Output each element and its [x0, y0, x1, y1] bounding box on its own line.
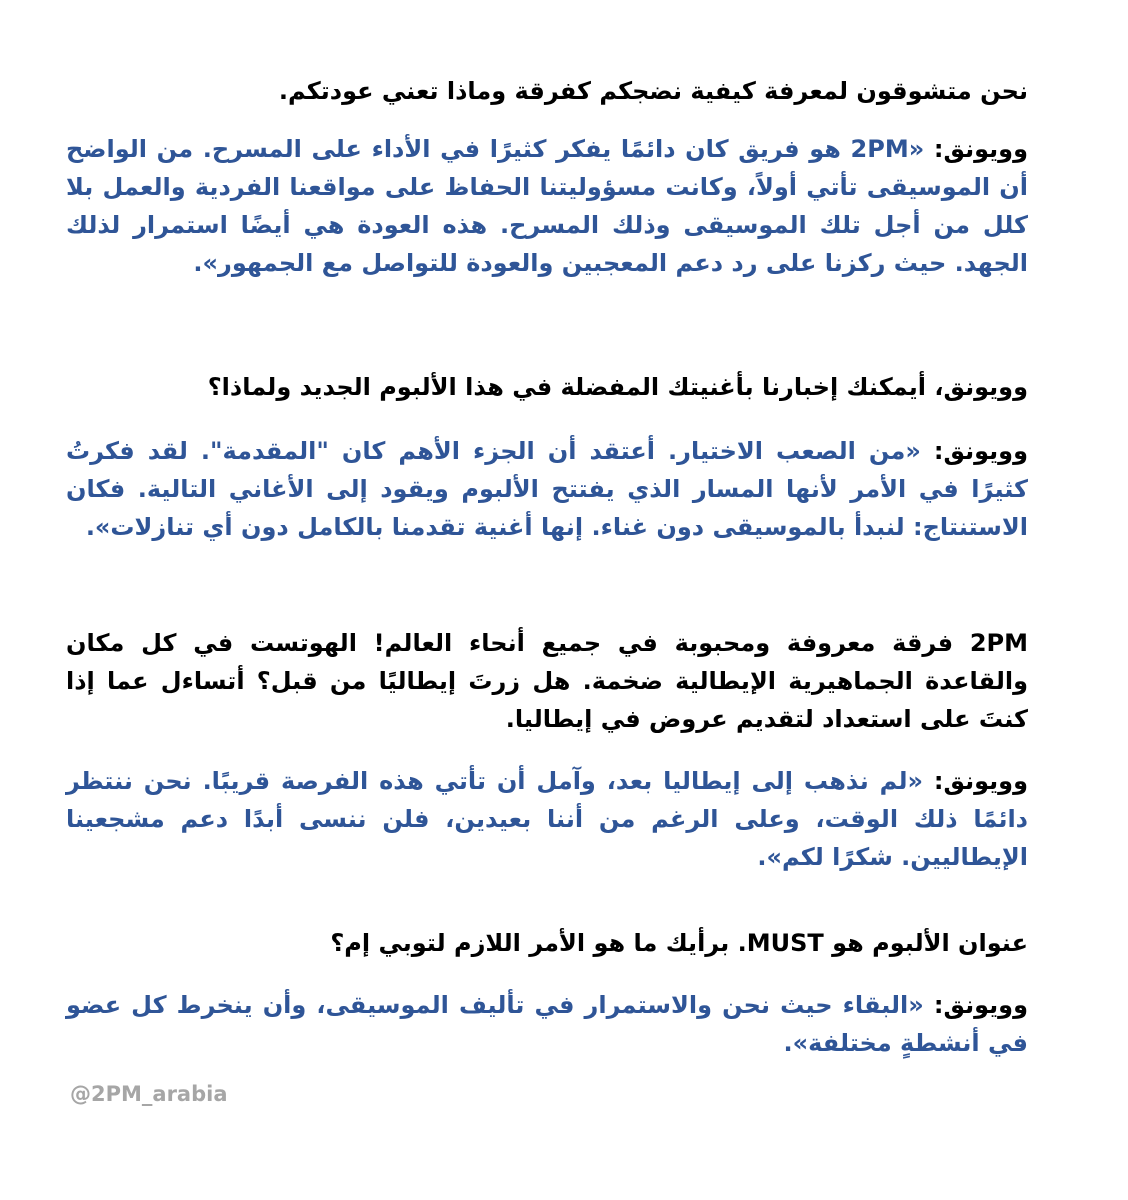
source-handle: @2PM_arabia — [70, 1082, 228, 1106]
answer-1-speaker: وويونق: — [933, 135, 1028, 163]
answer-3 — [66, 762, 1028, 876]
answer-4-text: «البقاء حيث نحن والاستمرار في تأليف الموسيقى، وأن ينخرط كل عضو في أنشطةٍ مختلفة». — [66, 991, 1028, 1057]
question-1-text: نحن متشوقون لمعرفة كيفية نضجكم كفرقة وماذا تعني عودتكم. — [278, 77, 1028, 105]
question-3-text: 2PM فرقة معروفة ومحبوبة في جميع أنحاء العالم! الهوتست في كل مكان والقاعدة الجماهيرية الإيطالية ضخمة. هل زرتَ إيطاليًا من قبل؟ أتساءل عما إذا كنتَ على استعداد لتقديم عروض في إيطاليا. — [66, 629, 1028, 733]
question-4-text: عنوان الألبوم هو MUST. برأيك ما هو الأمر اللازم لتوبي إم؟ — [330, 929, 1028, 957]
answer-2-text: «من الصعب الاختيار. أعتقد أن الجزء الأهم كان "المقدمة". لقد فكرتُ كثيرًا في الأمر لأنها المسار الذي يفتتح الألبوم ويقود إلى الأغاني التالية. فكان الاستنتاج: لنبدأ بالموسيقى دون غناء. إنها أغنية تقدمنا بالكامل دون أي تنازلات». — [66, 437, 1028, 541]
question-2 — [66, 368, 1028, 406]
answer-2 — [66, 432, 1028, 546]
answer-2-speaker: وويونق: — [933, 437, 1029, 465]
answer-3-text: «لم نذهب إلى إيطاليا بعد، وآمل أن تأتي هذه الفرصة قريبًا. نحن ننتظر دائمًا ذلك الوقت، وعلى الرغم من أننا بعيدين، فلن ننسى أبدًا دعم مشجعينا الإيطاليين. شكرًا لكم». — [66, 767, 1028, 871]
question-3 — [66, 624, 1028, 738]
answer-3-speaker: وويونق: — [933, 767, 1028, 795]
answer-4-speaker: وويونق: — [933, 991, 1028, 1019]
question-2-text: وويونق، أيمكنك إخبارنا بأغنيتك المفضلة في هذا الألبوم الجديد ولماذا؟ — [207, 373, 1028, 401]
answer-1-text: «2PM هو فريق كان دائمًا يفكر كثيرًا في الأداء على المسرح. من الواضح أن الموسيقى تأتي أولاً، وكانت مسؤوليتنا الحفاظ على مواقعنا الفردية والعمل بلا كلل من أجل تلك الموسيقى وذلك المسرح. هذه العودة هي أيضًا استمرار لذلك الجهد. حيث ركزنا على رد دعم المعجبين والعودة للتواصل مع الجمهور». — [66, 135, 1028, 277]
answer-1 — [66, 130, 1028, 282]
question-4 — [66, 924, 1028, 962]
question-1 — [66, 72, 1028, 110]
answer-4 — [66, 986, 1028, 1062]
